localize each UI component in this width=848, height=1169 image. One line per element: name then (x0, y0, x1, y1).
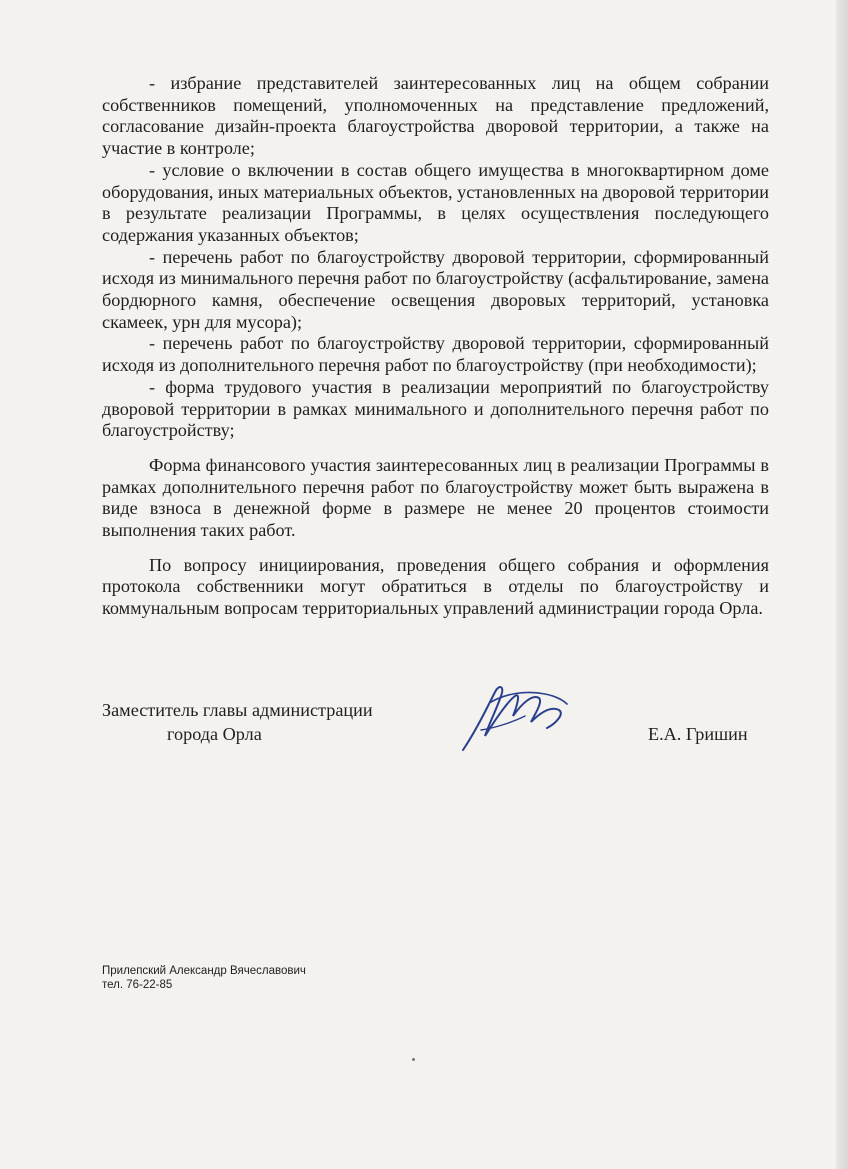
executor-phone: тел. 76-22-85 (102, 979, 173, 991)
list-item-representatives: - избрание представителей заинтересованных лиц на общем собрании собственников помещений, уполномоченных на представление предложений, согласование дизайн-проекта благоустройства дворовой территории, а также на участие в контроле; (102, 73, 769, 159)
signatory-position-line1: Заместитель главы администрации (102, 700, 373, 720)
executor-name: Прилепский Александр Вячеславович (102, 965, 306, 977)
executor-contact (102, 964, 306, 992)
list-item-minimal-works: - перечень работ по благоустройству дворовой территории, сформированный исходя из минимального перечня работ по благоустройству (асфальтирование, замена бордюрного камня, обеспечение освещения дворовых территорий, установка скамеек, урн для мусора); (102, 246, 769, 332)
paragraph-financial-participation: Форма финансового участия заинтересованных лиц в реализации Программы в рамках дополнительного перечня работ по благоустройству может быть выражена в виде взноса в денежной форме в размере не менее 20 процентов стоимости выполнения таких работ. (102, 454, 769, 541)
paragraph-contact-departments: По вопросу инициирования, проведения общего собрания и оформления протокола собственники могут обратиться в отделы по благоустройству и коммунальным вопросам территориальных управлений администрации города Орла. (102, 554, 769, 619)
signatory-name: Е.А. Гришин (648, 724, 748, 744)
signatory-position-line2: города Орла (167, 724, 262, 744)
page-mark (412, 1058, 415, 1061)
list-item-labor-participation: - форма трудового участия в реализации мероприятий по благоустройству дворовой территории в рамках минимального и дополнительного перечня работ по благоустройству; (102, 376, 769, 441)
list-item-additional-works: - перечень работ по благоустройству дворовой территории, сформированный исходя из дополнительного перечня работ по благоустройству (при необходимости); (102, 333, 769, 376)
handwritten-signature-icon (455, 672, 575, 762)
list-item-common-property: - условие о включении в состав общего имущества в многоквартирном доме оборудования, иных материальных объектов, установленных на дворовой территории в результате реализации Программы, в целях осуществления последующего содержания указанных объектов; (102, 159, 769, 245)
page-edge-shadow (836, 0, 848, 1169)
document-body (102, 73, 769, 620)
